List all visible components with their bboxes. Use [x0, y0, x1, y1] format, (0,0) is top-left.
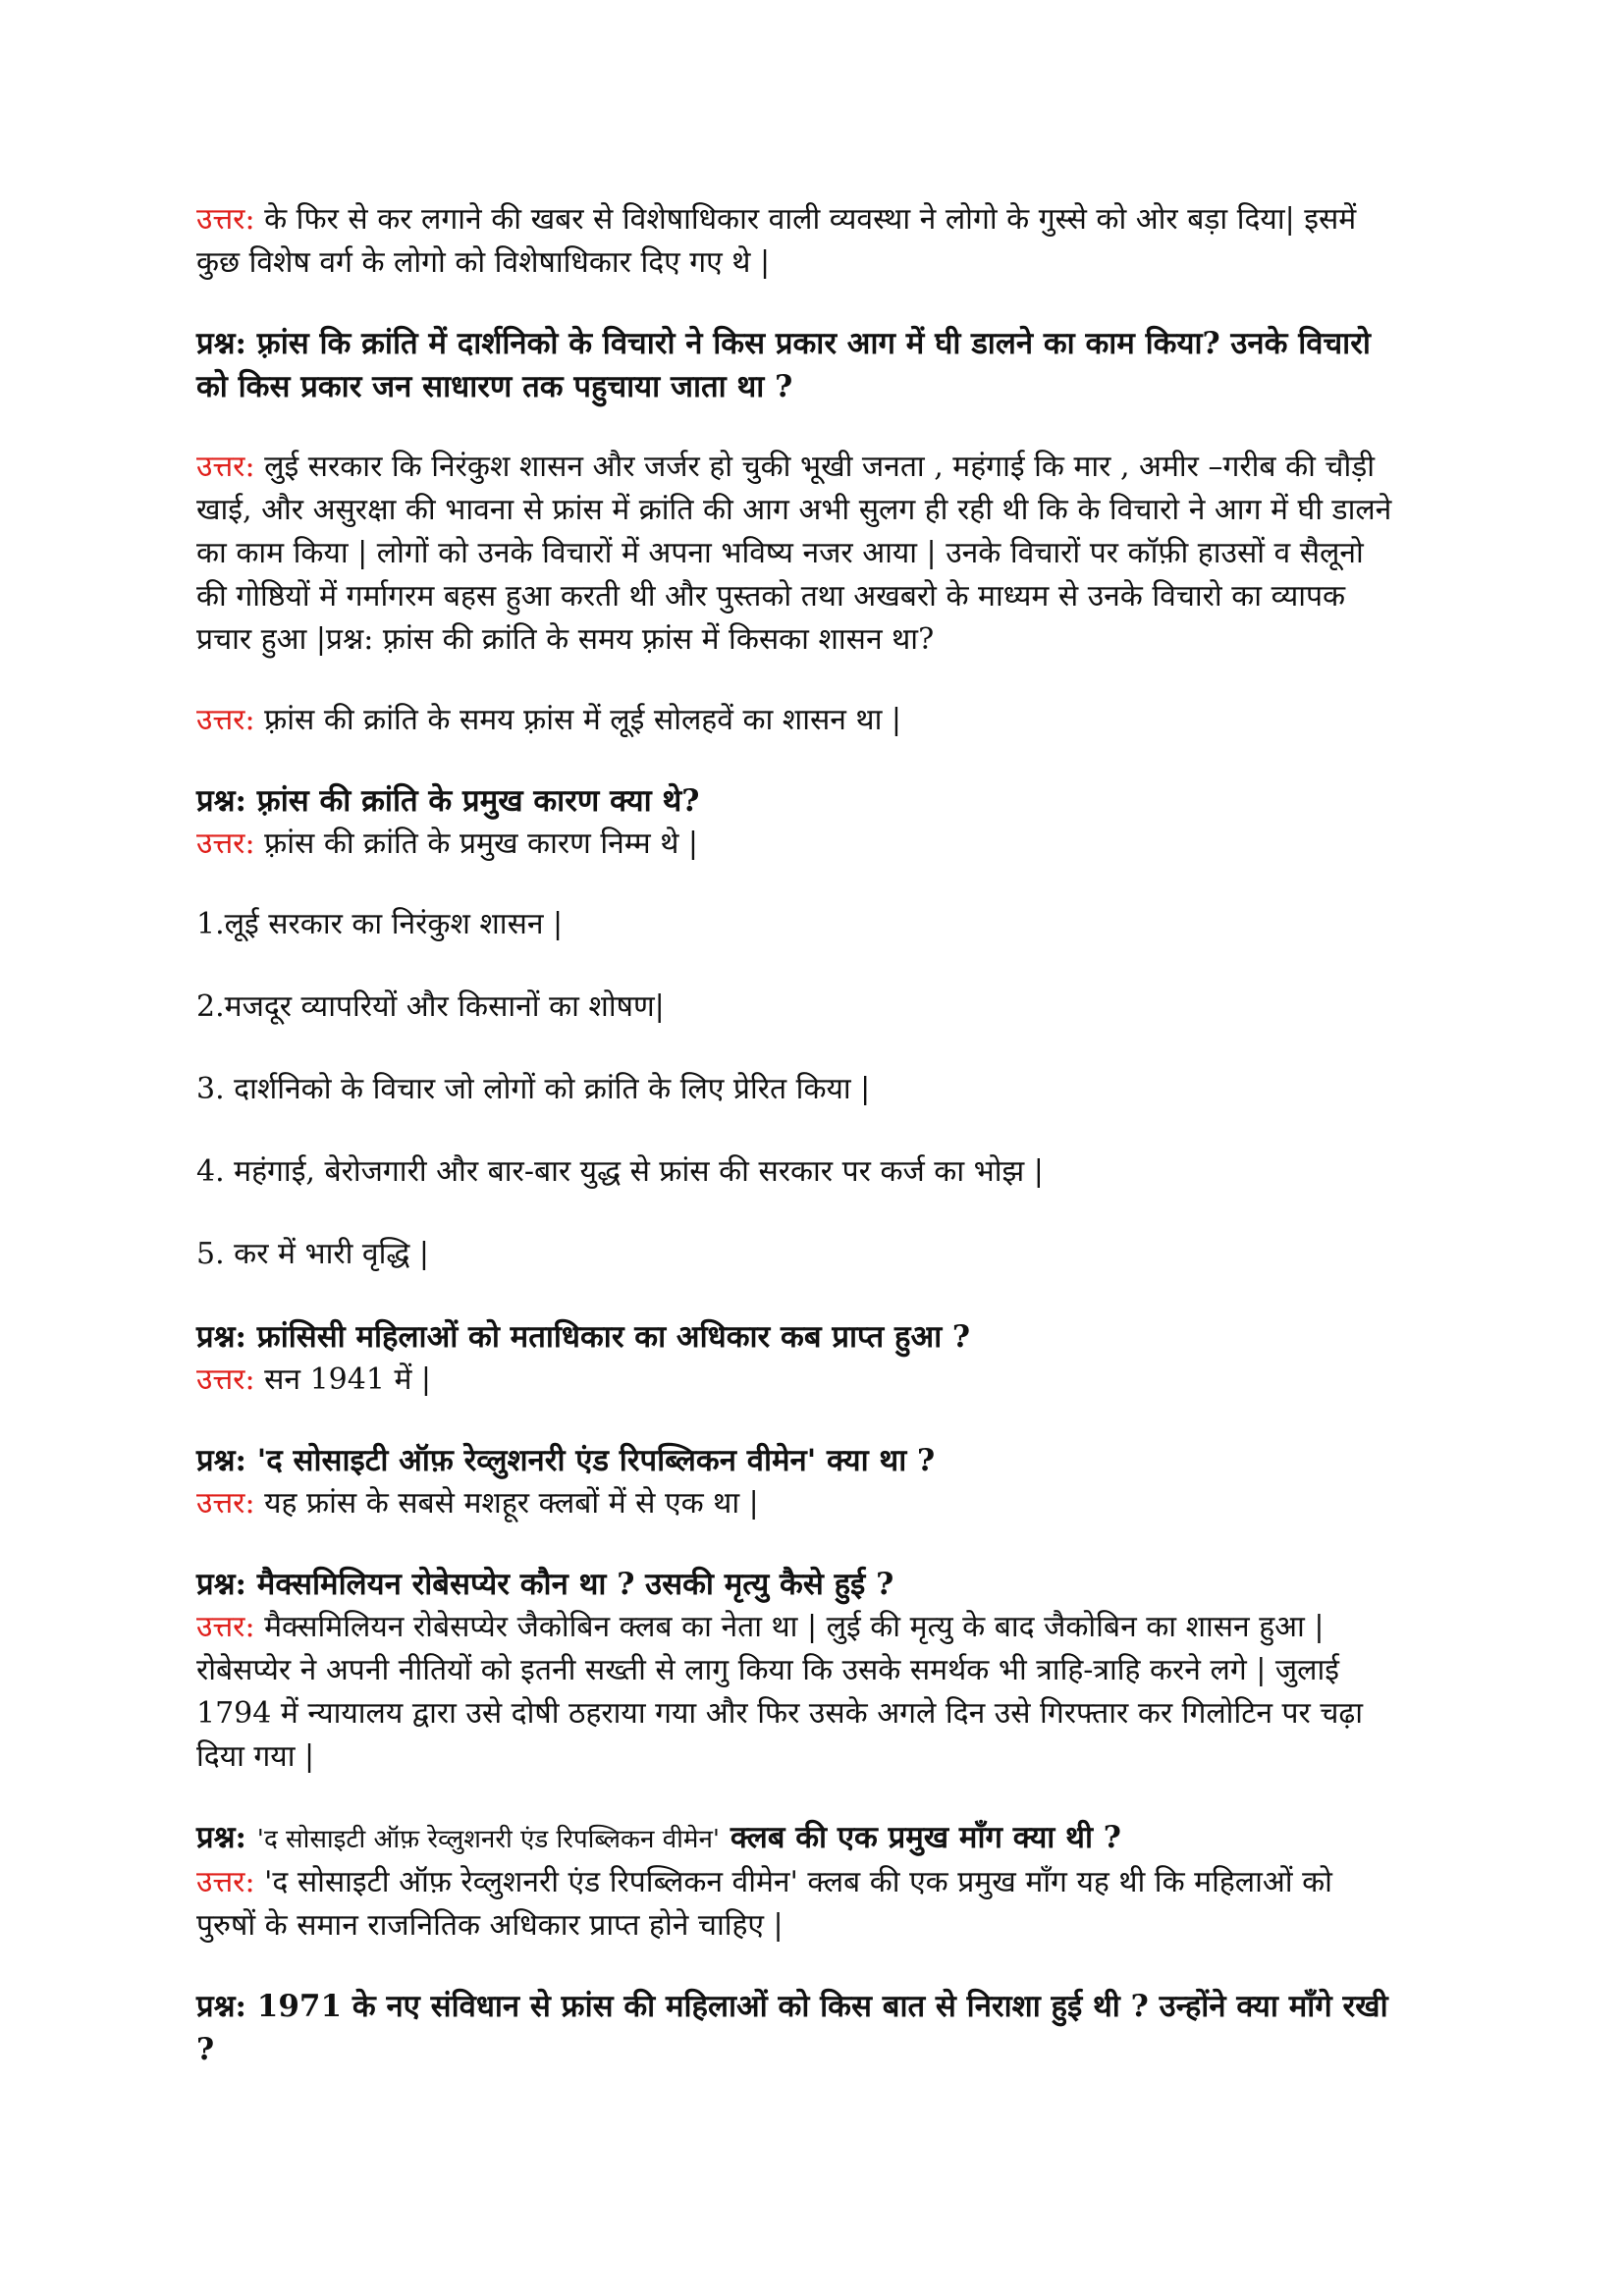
question-heading — [196, 1315, 1397, 1359]
list-item: 2.मजदूर व्यापरियों और किसानों का शोषण| — [196, 989, 665, 1024]
question-heading — [196, 322, 1397, 408]
answer-label: उत्तर: — [196, 1362, 255, 1397]
answer-label: उत्तर: — [196, 827, 255, 861]
question-label: प्रश्न: — [196, 783, 246, 819]
qa-block — [196, 1315, 1397, 1402]
answer-label: उत्तर: — [196, 1610, 255, 1644]
list-item: 5. कर में भारी वृद्धि | — [196, 1237, 429, 1271]
question-text: फ्रांसिसी महिलाओं को मताधिकार का अधिकार कब प्राप्त हुआ ? — [256, 1319, 971, 1355]
answer-text: के फिर से कर लगाने की खबर से विशेषाधिकार वाली व्यवस्था ने लोगो के गुस्से को ओर बड़ा दिया| इसमें कुछ विशेष वर्ग के लोगो को विशेषाधिकार दिए गए थे | — [196, 202, 1357, 280]
question-text: फ़्रांस कि क्रांति में दार्शनिको के विचारो ने किस प्रकार आग में घी डालने का काम किया? उनके विचारो को किस प्रकार जन साधारण तक पहुचाया जाता था ? — [196, 326, 1371, 404]
question-heading — [196, 1439, 1397, 1482]
question-heading — [196, 1816, 1397, 1861]
question-label: प्रश्न: — [196, 326, 246, 361]
answer-text: फ़्रांस की क्रांति के समय फ़्रांस में लूई सोलहवें का शासन था | — [264, 703, 902, 737]
question-heading — [196, 779, 1397, 823]
answer-paragraph — [196, 1482, 1397, 1525]
qa-block — [196, 1563, 1397, 1779]
question-text: 'द सोसाइटी ऑफ़ रेव्लुशनरी एंड रिपब्लिकन वीमेन' क्या था ? — [256, 1443, 936, 1478]
answer-label: उत्तर: — [196, 202, 255, 237]
answer-text: 'द सोसाइटी ऑफ़ रेव्लुशनरी एंड रिपब्लिकन वीमेन' क्लब की एक प्रमुख माँग यह थी कि महिलाओं को पुरुषों के समान राजनितिक अधिकार प्राप्त होने चाहिए | — [196, 1865, 1332, 1943]
question-label: प्रश्न: — [196, 1820, 246, 1855]
answer-paragraph — [196, 446, 1397, 662]
question-text: फ़्रांस की क्रांति के प्रमुख कारण क्या थे? — [256, 783, 700, 819]
question-heading — [196, 1563, 1397, 1606]
question-text-quoted: 'द सोसाइटी ऑफ़ रेव्लुशनरी एंड रिपब्लिकन वीमेन' — [256, 1825, 721, 1854]
question-label: प्रश्न: — [196, 1989, 246, 2024]
answer-text: फ़्रांस की क्रांति के प्रमुख कारण निम्म थे | — [264, 827, 699, 861]
answer-text: यह फ्रांस के सबसे मशहूर क्लबों में से एक था | — [264, 1486, 759, 1521]
list-item: 1.लूई सरकार का निरंकुश शासन | — [196, 907, 564, 941]
answer-paragraph — [196, 198, 1397, 285]
question-heading — [196, 1985, 1397, 2071]
question-text: क्लब की एक प्रमुख माँग क्या थी ? — [720, 1820, 1121, 1855]
answer-text: मैक्समिलियन रोबेसप्येर जैकोबिन क्लब का नेता था | लुई की मृत्यु के बाद जैकोबिन का शासन हुआ | रोबेसप्येर ने अपनी नीतियों को इतनी सख्ती से लागु किया कि उसके समर्थक भी त्राहि-त्राहि करने लगे | जुलाई 1794 में न्यायालय द्वारा उसे दोषी ठहराया गया और फिर उसके अगले दिन उसे गिरफ्तार कर गिलोटिन पर चढ़ा दिया गया | — [196, 1610, 1364, 1774]
question-label: प्रश्न: — [196, 1567, 246, 1602]
qa-block — [196, 779, 1397, 866]
list-item: 4. महंगाई, बेरोजगारी और बार-बार युद्ध से फ्रांस की सरकार पर कर्ज का भोझ | — [196, 1154, 1044, 1189]
question-label: प्रश्न: — [196, 1443, 246, 1478]
list-item: 3. दार्शनिको के विचार जो लोगों को क्रांति के लिए प्रेरित किया | — [196, 1072, 871, 1106]
qa-block — [196, 1816, 1397, 1948]
answer-label: उत्तर: — [196, 1486, 255, 1521]
question-text: मैक्समिलियन रोबेसप्येर कौन था ? उसकी मृत्यु कैसे हुई ? — [256, 1567, 894, 1602]
answer-text: सन 1941 में | — [264, 1362, 432, 1397]
answer-paragraph — [196, 1861, 1397, 1948]
qa-block — [196, 1439, 1397, 1525]
answer-label: उत्तर: — [196, 450, 255, 484]
answer-label: उत्तर: — [196, 703, 255, 737]
answer-label: उत्तर: — [196, 1865, 255, 1899]
answer-paragraph — [196, 1606, 1397, 1779]
answer-paragraph — [196, 699, 1397, 742]
question-text: 1971 के नए संविधान से फ्रांस की महिलाओं को किस बात से निराशा हुई थी ? उन्होंने क्या माँगे रखी ? — [196, 1989, 1388, 2067]
answer-paragraph — [196, 1359, 1397, 1402]
answer-paragraph — [196, 823, 1397, 866]
answer-text: लुई सरकार कि निरंकुश शासन और जर्जर हो चुकी भूखी जनता , महंगाई कि मार , अमीर –गरीब की चौड़ी खाई, और असुरक्षा की भावना से फ्रांस में क्रांति की आग अभी सुलग ही रही थी कि के विचारो ने आग में घी डालने का काम किया | लोगों को उनके विचारों में अपना भविष्य नजर आया | उनके विचारों पर कॉफ़ी हाउसों व सैलूनो की गोष्ठियों में गर्मागरम बहस हुआ करती थी और पुस्तको तथा अखबरो के माध्यम से उनके विचारो का व्यापक प्रचार हुआ |प्रश्न: फ़्रांस की क्रांति के समय फ़्रांस में किसका शासन था? — [196, 450, 1392, 657]
question-label: प्रश्न: — [196, 1319, 246, 1355]
